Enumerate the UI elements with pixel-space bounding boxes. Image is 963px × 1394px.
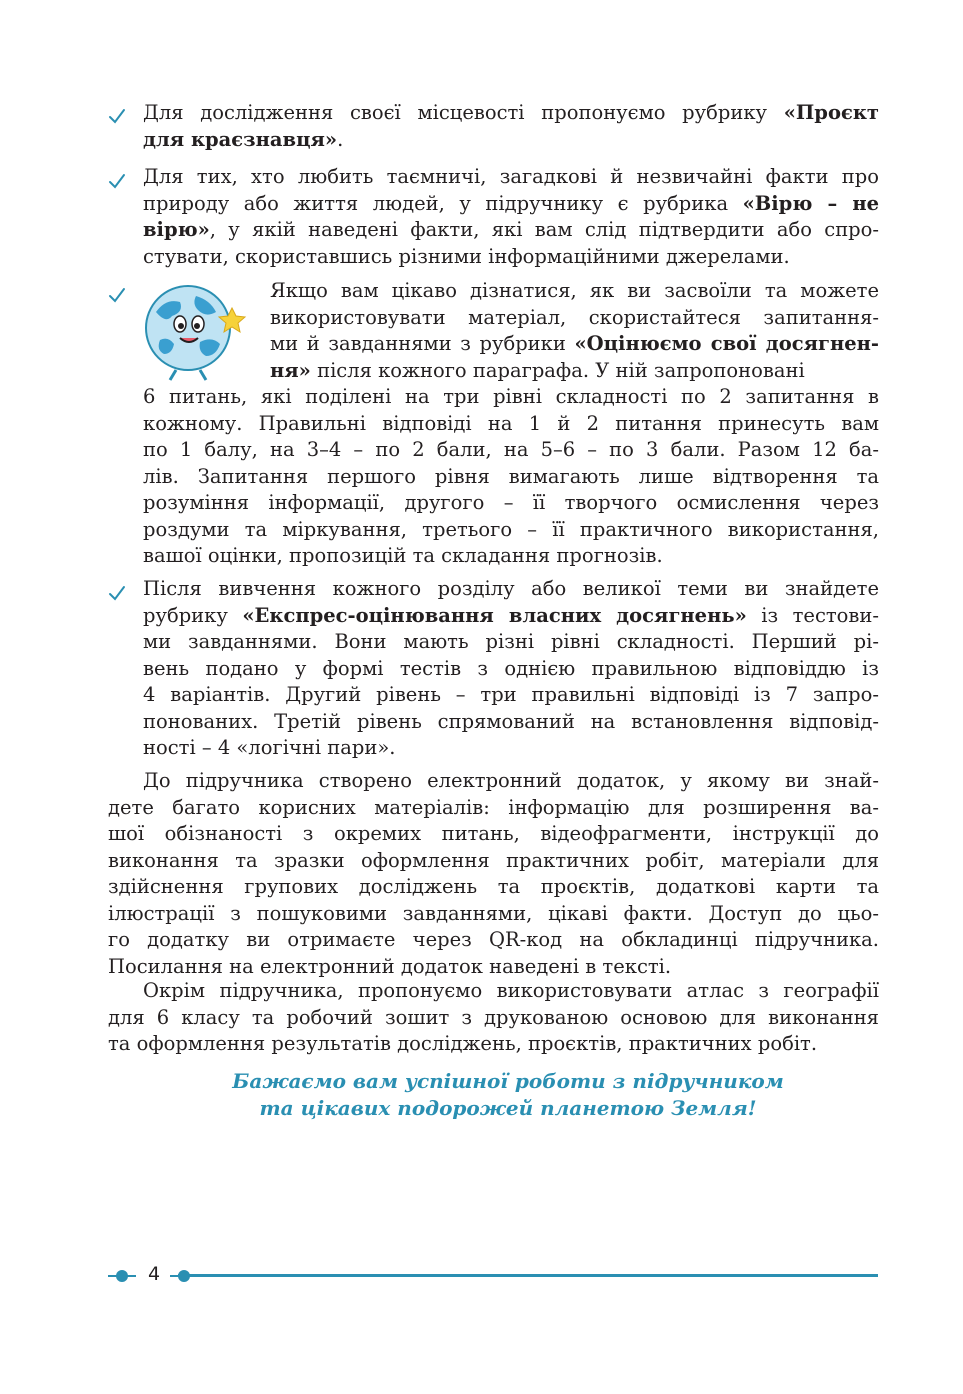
text-run: ми завданнями. Вони мають різні рівні складності. Перший рі- [143,630,879,653]
text-line: здійснення групових досліджень та проєктів, додаткові карти та [108,875,879,898]
globe-mascot-icon [136,278,254,382]
text-run: 4 варіантів. Другий рівень – три правильні відповіді із 7 запро- [143,683,879,706]
text-line [143,411,879,438]
rubric-name: «Вірю – не [742,191,879,215]
text-run: із тестови- [746,603,879,627]
text-run: роздуми та міркування, третього – її практичного використання, [143,517,879,541]
checkmark-icon [108,172,126,190]
text-run: кожному. Правильні відповіді на 1 й 2 питання принесуть вам [143,411,879,435]
rubric-name: для краєзнавця» [143,127,338,151]
text-run: Після вивчення кожного розділу або великої теми ви знайдете [143,577,879,600]
text-line: Окрім підручника, пропонуємо використовувати атлас з географії [143,979,879,1002]
paragraph-2 [108,978,879,1058]
text-run: рубрику [143,603,243,627]
rubric-name: «Експрес-оцінювання власних досягнень» [242,603,747,627]
text-line [143,100,879,127]
page-number: 4 [148,1263,161,1285]
bullet-1 [143,100,879,153]
text-run: стувати, скориставшись різними інформаційними джерелами. [143,244,790,268]
footer-dot-icon [170,1268,198,1287]
text-line [143,735,879,762]
text-line [143,384,879,411]
rubric-name: ня» [270,358,311,382]
text-line: До підручника створено електронний додаток, у якому ви знай- [143,769,879,792]
rubric-name: «Оцінюємо свої досягнен- [574,332,880,355]
text-run: розуміння інформації, другого – її творчого осмислення через [143,491,879,514]
text-line [143,437,879,464]
paragraph-1 [108,768,879,980]
text-line: виконання та зразки оформлення практичних робіт, матеріали для [108,848,879,872]
text-line: та оформлення результатів досліджень, проєктів, практичних робіт. [108,1032,818,1055]
text-run: Якщо вам цікаво дізнатися, як ви засвоїли та можете [270,279,879,302]
footer-bullet-icon [108,1268,136,1287]
text-line [143,127,879,154]
text-run: понованих. Третій рівень спрямований на встановлення відповід- [143,709,879,733]
checkmark-icon [108,584,126,602]
checkmark-icon [108,286,126,304]
text-line [143,490,879,517]
rubric-name: «Проєкт [783,101,879,124]
text-line [143,682,879,709]
text-run: 6 питань, які поділені на три рівні складності по 2 запитання в [143,385,879,408]
text-line [143,709,879,736]
text-line [143,656,879,683]
text-run: Для дослідження своєї місцевості пропонуємо рубрику [143,101,784,124]
text-line: ілюстрації з пошуковими завданнями, цікаві факти. Доступ до цьо- [108,901,879,925]
text-line: Посилання на електронний додаток наведені в тексті. [108,954,672,978]
text-line [143,543,879,570]
checkmark-icon [108,107,126,125]
text-line [143,464,879,491]
bullet-3 [143,384,879,570]
text-run: по 1 балу, на 3–4 – по 2 бали, на 5–6 – по 3 бали. Разом 12 ба- [143,438,879,461]
bullet-3-indented [270,278,879,384]
text-line [270,278,879,305]
text-line [143,517,879,544]
text-line [270,305,879,332]
text-run: після кожного параграфа. У ній запропоновані [310,358,805,382]
text-line [270,358,879,385]
text-run: Для тих, хто любить таємничі, загадкові й незвичайні факти про [143,165,879,188]
text-run: вашої оцінки, пропозицій та складання прогнозів. [143,544,663,567]
text-line [143,217,879,244]
closing-line-2: та цікавих подорожей планетою Земля! [259,1096,757,1120]
rubric-name: вірю» [143,218,210,241]
text-run: використовувати матеріал, скористайтеся запитання- [270,305,879,329]
text-line [143,191,879,218]
bullet-2 [143,164,879,270]
text-run: лів. Запитання першого рівня вимагають лише відтворення та [143,464,879,488]
text-line [143,629,879,656]
closing-line-1: Бажаємо вам успішної роботи з підручником [232,1069,784,1093]
text-line [270,331,879,358]
text-line: для 6 класу та робочий зошит з друкованою основою для виконання [108,1005,879,1029]
text-run: . [337,127,344,151]
text-line: го додатку ви отримаєте через QR-код на обкладинці підручника. [108,928,879,951]
text-line: дете багато корисних матеріалів: інформацію для розширення ва- [108,795,879,819]
text-line: шої обізнаності з окремих питань, відеофрагменти, інструкції до [108,822,879,845]
text-run: ності – 4 «логічні пари». [143,736,396,759]
text-line [143,164,879,191]
text-line [143,603,879,630]
closing-wish [140,1068,876,1122]
text-line [143,244,879,271]
text-run: ми й завданнями з рубрики [270,332,575,355]
text-run: природу або життя людей, у підручнику є рубрика [143,191,743,215]
footer-rule [178,1274,878,1277]
bullet-4 [143,576,879,762]
text-line [143,576,879,603]
text-run: вень подано у формі тестів з однією правильною відповіддю із [143,656,879,680]
text-run: , у якій наведені факти, які вам слід підтвердити або спро- [209,218,879,241]
